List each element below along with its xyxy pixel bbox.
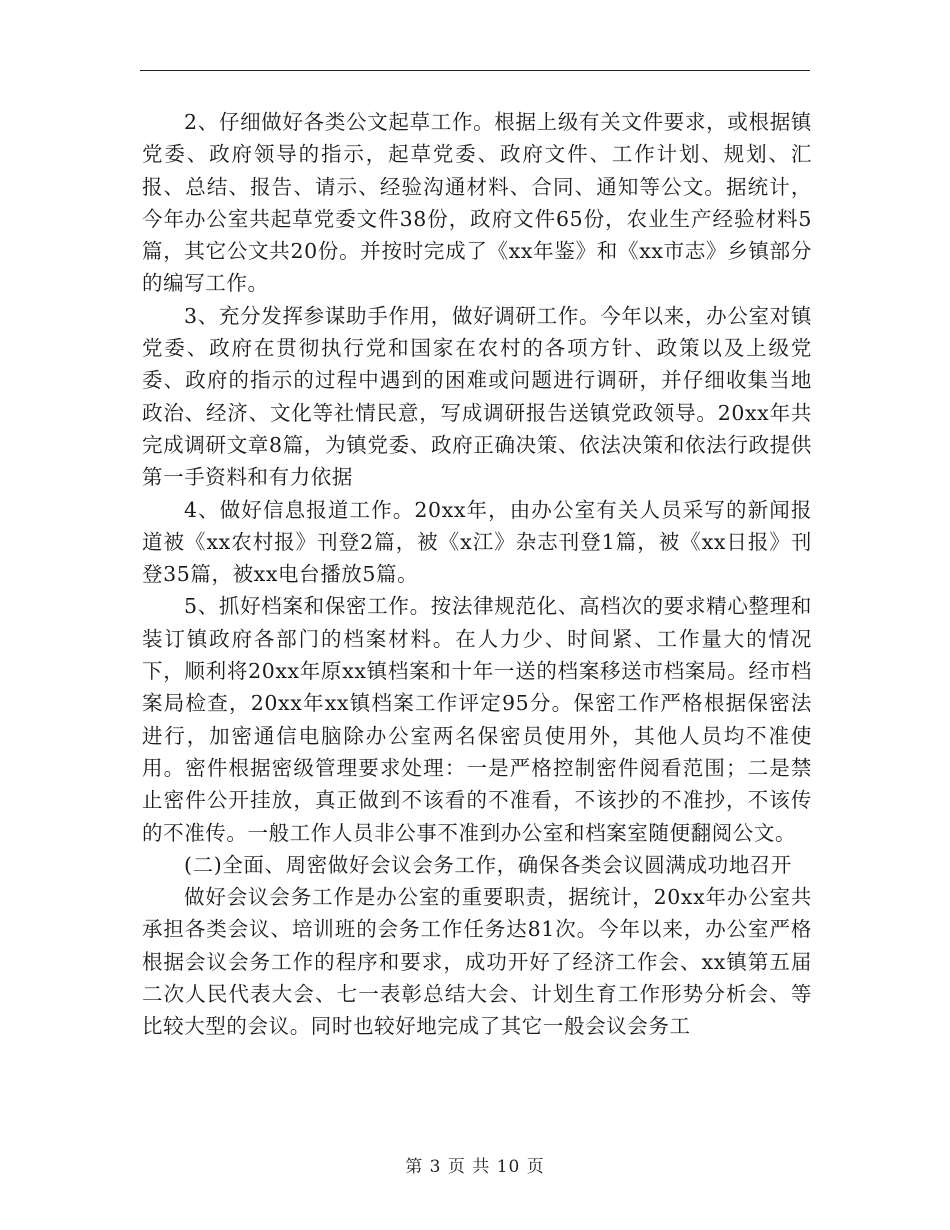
header-rule [140,70,810,71]
paragraph-research-work: 3、充分发挥参谋助手作用，做好调研工作。今年以来，办公室对镇党委、政府在贯彻执行党和国家在农村的各项方针、政策以及上级党委、政府的指示的过程中遇到的困难或问题进行调研，并仔细收集当地政治、经济、文化等社情民意，写成调研报告送镇党政领导。20xx年共完成调研文章8篇，为镇党委、政府正确决策、依法决策和依法行政提供第一手资料和有力依据 [142,303,812,490]
paragraph-news-reporting: 4、做好信息报道工作。20xx年，由办公室有关人员采写的新闻报道被《xx农村报》刊登2篇，被《x江》杂志刊登1篇，被《xx日报》刊登35篇，被xx电台播放5篇。 [142,497,812,587]
page-number-footer: 第 3 页 共 10 页 [405,1157,545,1177]
section-heading-meetings: (二)全面、周密做好会议会务工作，确保各类会议圆满成功地召开 [184,852,792,877]
paragraph-meeting-services: 做好会议会务工作是办公室的重要职责，据统计，20xx年办公室共承担各类会议、培训班的会务工作任务达81次。今年以来，办公室严格根据会议会务工作的程序和要求，成功开好了经济工作会、xx镇第五届二次人民代表大会、七一表彰总结大会、计划生育工作形势分析会、等比较大型的会议。同时也较好地完成了其它一般会议会务工 [142,885,812,1039]
document-body [142,106,812,1043]
paragraph-archives-confidentiality: 5、抓好档案和保密工作。按法律规范化、高档次的要求精心整理和装订镇政府各部门的档案材料。在人力少、时间紧、工作量大的情况下，顺利将20xx年原xx镇档案和十年一送的档案移送市档案局。经市档案局检查，20xx年xx镇档案工作评定95分。保密工作严格根据保密法进行，加密通信电脑除办公室两名保密员使用外，其他人员均不准使用。密件根据密级管理要求处理：一是严格控制密件阅看范围；二是禁止密件公开挂放，真正做到不该看的不准看，不该抄的不准抄，不该传的不准传。一般工作人员非公事不准到办公室和档案室随便翻阅公文。 [142,594,812,845]
paragraph-drafting-work: 2、仔细做好各类公文起草工作。根据上级有关文件要求，或根据镇党委、政府领导的指示，起草党委、政府文件、工作计划、规划、汇报、总结、报告、请示、经验沟通材料、合同、通知等公文。据统计，今年办公室共起草党委文件38份，政府文件65份，农业生产经验材料5篇，其它公文共20份。并按时完成了《xx年鉴》和《xx市志》乡镇部分的编写工作。 [142,110,812,296]
